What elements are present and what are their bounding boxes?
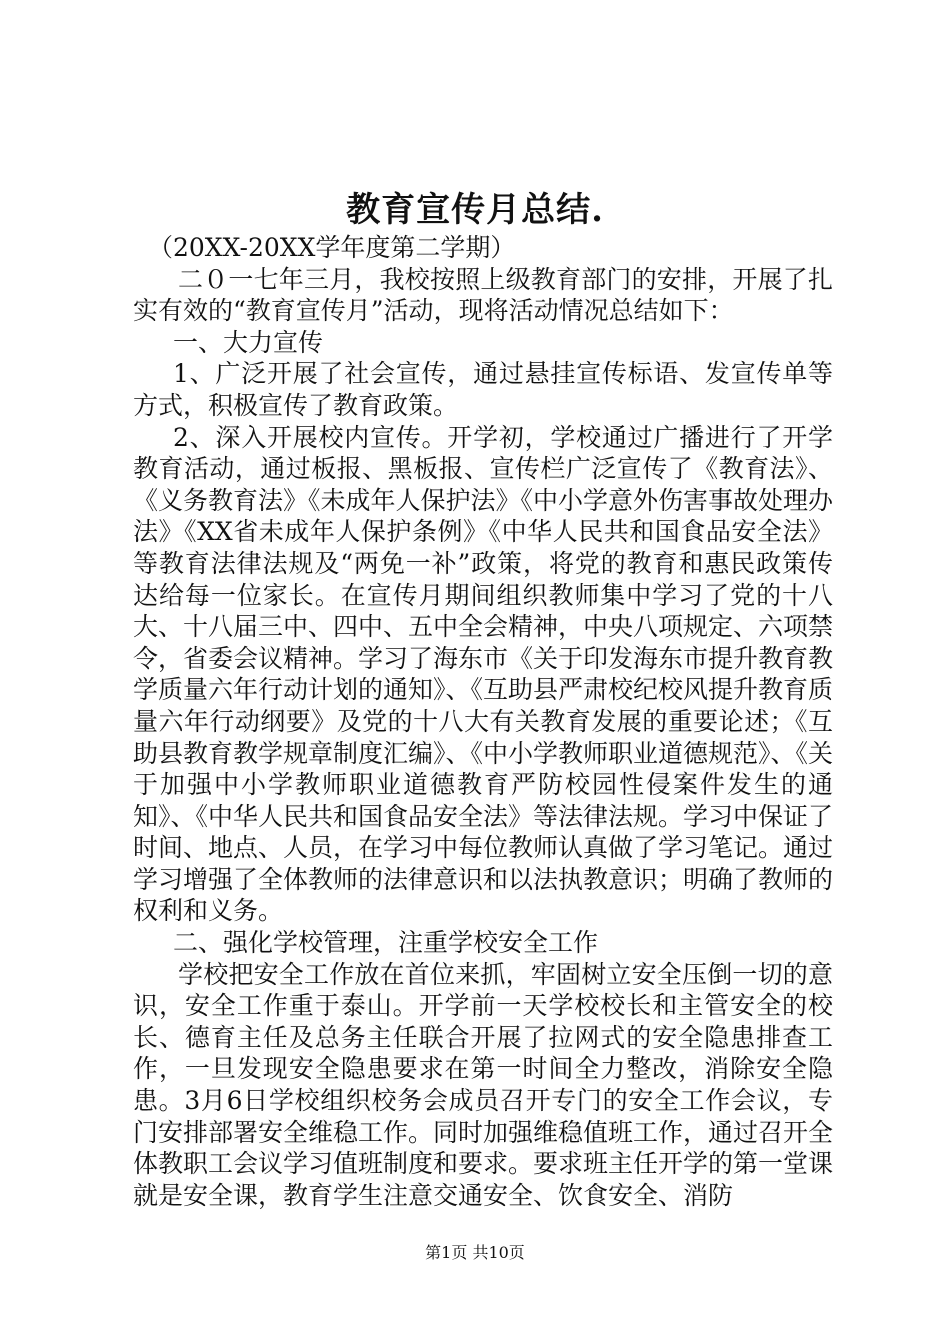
- section-heading-1: 一、大力宣传: [173, 327, 324, 357]
- section-heading-2: 二、强化学校管理，注重学校安全工作: [173, 928, 599, 958]
- document-body: [133, 232, 833, 1211]
- page-footer: 第1页 共10页: [425, 1243, 525, 1262]
- document-subtitle: （20XX-20XX学年度第二学期）: [148, 233, 516, 262]
- paragraph-safety: 学校把安全工作放在首位来抓，牢固树立安全压倒一切的意识，安全工作重于泰山。开学前一天学校校长和主管安全的校长、德育主任及总务主任联合开展了拉网式的安全隐患排查工作，一旦发现安全隐患要求在第一时间全力整改，消除安全隐患。3月6日学校组织校务会成员召开专门的安全工作会议，专门安排部署安全维稳工作。同时加强维稳值班工作，通过召开全体教职工会议学习值班制度和要求。要求班主任开学的第一堂课就是安全课，教育学生注意交通安全、饮食安全、消防: [133, 959, 834, 1210]
- paragraph-item-1: 1、广泛开展了社会宣传，通过悬挂宣传标语、发宣传单等方式，积极宣传了教育政策。: [133, 359, 833, 420]
- paragraph-item-2: 2、深入开展校内宣传。开学初，学校通过广播进行了开学教育活动，通过板报、黑板报、宣传栏广泛宣传了《教育法》、《义务教育法》《未成年人保护法》《中小学意外伤害事故处理办法》《XX省未成年人保护条例》《中华人民共和国食品安全法》等教育法律法规及“两免一补”政策，将党的教育和惠民政策传达给每一位家长。在宣传月期间组织教师集中学习了党的十八大、十八届三中、四中、五中全会精神，中央八项规定、六项禁令，省委会议精神。学习了海东市《关于印发海东市提升教育教学质量六年行动计划的通知》、《互助县严肃校纪校风提升教育质量六年行动纲要》及党的十八大有关教育发展的重要论述；《互助县教育教学规章制度汇编》、《中小学教师职业道德规范》、《关于加强中小学教师职业道德教育严防校园性侵案件发生的通知》、《中华人民共和国食品安全法》等法律法规。学习中保证了时间、地点、人员，在学习中每位教师认真做了学习笔记。通过学习增强了全体教师的法律意识和以法执教意识；明确了教师的权利和义务。: [133, 422, 834, 926]
- document-title: 教育宣传月总结.: [346, 190, 604, 230]
- paragraph-intro: 二０一七年三月，我校按照上级教育部门的安排，开展了扎实有效的“教育宣传月”活动，现将活动情况总结如下：: [133, 264, 833, 326]
